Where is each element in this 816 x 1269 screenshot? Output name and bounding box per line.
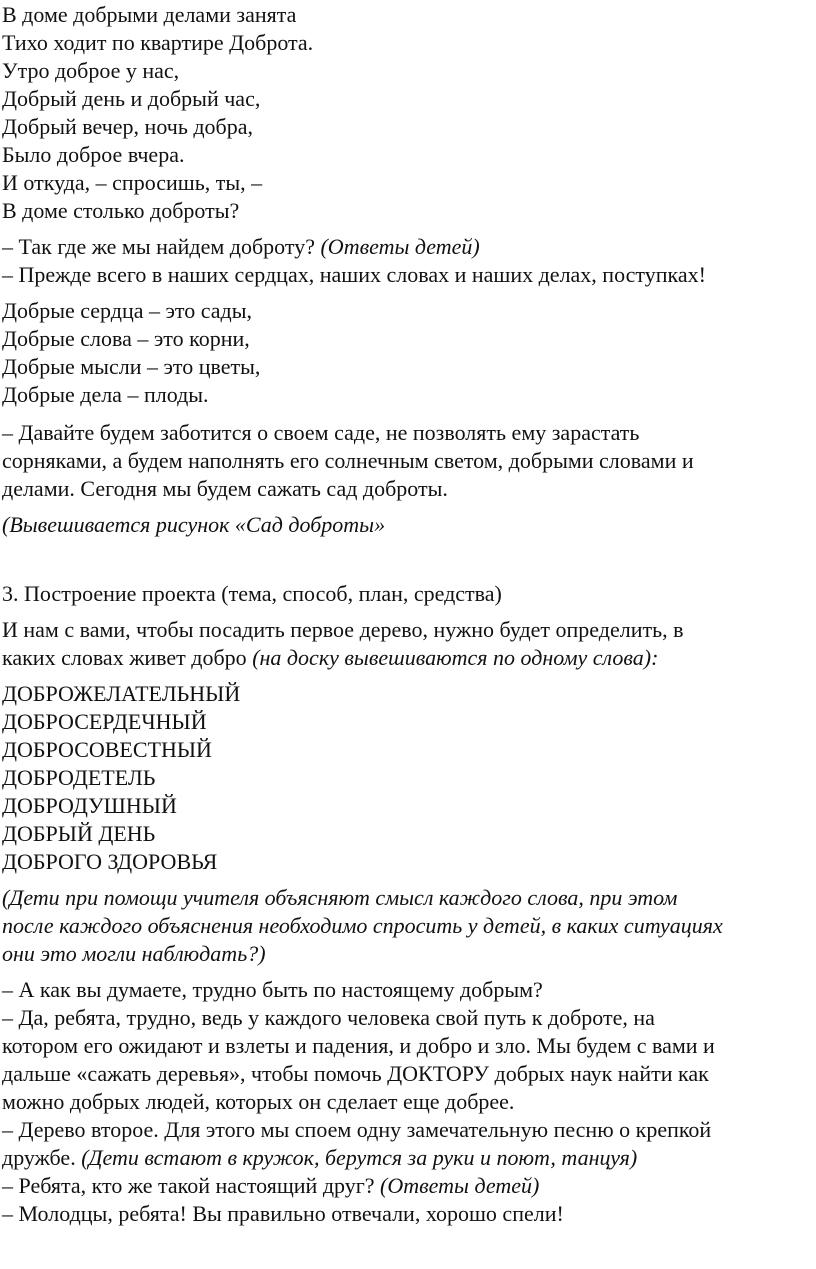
poem-line: Добрые слова – это корни, [2, 326, 250, 351]
paragraph-line: – Давайте будем заботится о своем саде, не позволять ему зарастать [2, 420, 640, 445]
poem-line: Добрые мысли – это цветы, [2, 354, 261, 379]
poem-kind-hearts [2, 297, 814, 409]
paragraph-garden [2, 419, 814, 503]
dialog-text: – Ребята, кто же такой настоящий друг? [2, 1173, 381, 1198]
children-answers-note: (Ответы детей) [320, 234, 480, 259]
kind-word: ДОБРЫЙ ДЕНЬ [2, 821, 156, 846]
kind-word: ДОБРОЖЕЛАТЕЛЬНЫЙ [2, 681, 241, 706]
poem-line: Добрый день и добрый час, [2, 86, 261, 111]
kind-word: ДОБРОСОВЕСТНЫЙ [2, 737, 212, 762]
dialog-line: можно добрых людей, которых он сделает еще добрее. [2, 1089, 515, 1114]
poem-line: Добрый вечер, ночь добра, [2, 114, 254, 139]
poem-line: Тихо ходит по квартире Доброта. [2, 30, 314, 55]
note-line: (Дети при помощи учителя объясняют смысл каждого слова, при этом [2, 885, 678, 910]
dance-note: (Дети встают в кружок, берутся за руки и поют, танцуя) [81, 1145, 638, 1170]
intro-line: И нам с вами, чтобы посадить первое дерево, нужно будет определить, в [2, 617, 684, 642]
poem-line: В доме столько доброты? [2, 198, 240, 223]
paragraph-line: сорняками, а будем наполнять его солнечным светом, добрыми словами и [2, 448, 694, 473]
dialog-line: – Дерево второе. Для этого мы споем одну замечательную песню о крепкой [2, 1117, 712, 1142]
kind-word: ДОБРОСЕРДЕЧНЫЙ [2, 709, 207, 734]
paragraph-line: делами. Сегодня мы будем сажать сад доброты. [2, 476, 448, 501]
poem-line: Добрые дела – плоды. [2, 382, 209, 407]
note-line: они это могли наблюдать?) [2, 941, 266, 966]
kind-word: ДОБРОГО ЗДОРОВЬЯ [2, 849, 218, 874]
dialog-where-kindness [2, 233, 814, 289]
intro-line [2, 644, 814, 672]
stage-note-picture: (Вывешивается рисунок «Сад доброты» [2, 512, 386, 537]
children-answers-note: (Ответы детей) [380, 1173, 540, 1198]
dialog-line: котором его ожидают и взлеты и падения, и добро и зло. Мы будем с вами и [2, 1033, 715, 1058]
dialog-being-kind [2, 976, 814, 1228]
dialog-line: дальше «сажать деревья», чтобы помочь ДОКТОРУ добрых наук найти как [2, 1061, 709, 1086]
section-intro [2, 616, 814, 672]
poem-line: Утро доброе у нас, [2, 58, 180, 83]
kind-word: ДОБРОДУШНЫЙ [2, 793, 177, 818]
dialog-answer: – Прежде всего в наших сердцах, наших словах и наших делах, поступках! [2, 262, 706, 287]
dialog-line [2, 1172, 814, 1200]
dialog-question [2, 233, 814, 261]
note-line: после каждого объяснения необходимо спросить у детей, в каких ситуациях [2, 913, 723, 938]
document-page [2, 1, 814, 1228]
kind-words-list [2, 680, 814, 876]
board-note: (на доску вывешиваются по одному слова): [252, 645, 659, 670]
dialog-line: – Да, ребята, трудно, ведь у каждого человека свой путь к доброте, на [2, 1005, 655, 1030]
stage-note-explanation [2, 884, 814, 968]
poem-line: Было доброе вчера. [2, 142, 185, 167]
dialog-line: – Молодцы, ребята! Вы правильно отвечали, хорошо спели! [2, 1201, 564, 1226]
poem-line: В доме добрыми делами занята [2, 2, 297, 27]
question-text: – Так где же мы найдем доброту? [2, 234, 321, 259]
dialog-text: дружбе. [2, 1145, 82, 1170]
intro-text: каких словах живет добро [2, 645, 253, 670]
poem-line: Добрые сердца – это сады, [2, 298, 253, 323]
poem-doma-dobrota [2, 1, 814, 225]
kind-word: ДОБРОДЕТЕЛЬ [2, 765, 156, 790]
dialog-line: – А как вы думаете, трудно быть по настоящему добрым? [2, 977, 543, 1002]
poem-line: И откуда, – спросишь, ты, – [2, 170, 263, 195]
section-heading: 3. Построение проекта (тема, способ, план, средства) [2, 581, 502, 606]
dialog-line [2, 1144, 814, 1172]
